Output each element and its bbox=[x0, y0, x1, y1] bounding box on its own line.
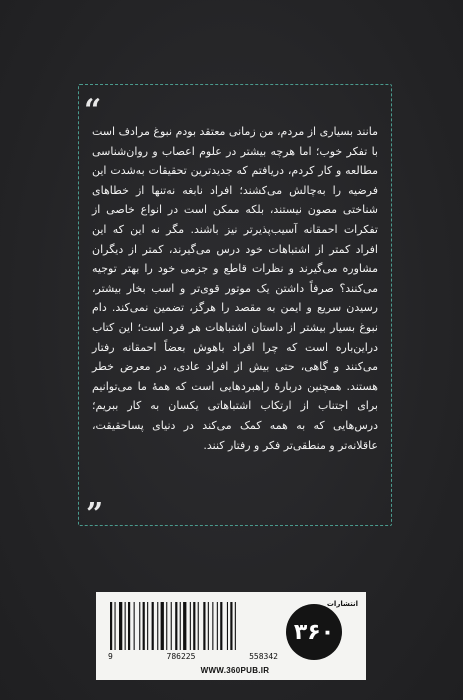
barcode-bar bbox=[139, 602, 140, 650]
barcode-bar bbox=[152, 602, 154, 650]
barcode-bar bbox=[110, 602, 112, 650]
barcode-bar bbox=[198, 602, 199, 650]
barcode-bar bbox=[147, 602, 148, 650]
blurb-paragraph: مانند بسیاری از مردم، من زمانی معتقد بودم نبوغ مرادف است با تفکر خوب؛ اما هرچه بیشتر در علوم اعصاب و روان‌شناسی مطالعه و کار کردم، دریافتم که جدیدترین تحقیقات به‌شدت این فرضیه را به‌چالش می‌کشند؛ افراد نابغه نه‌تنها از خطاهای شناختی مصون نیستند، بلکه ممکن است در انواع خاصی از تفکرات احمقانه آسیب‌پذیرتر نیز باشند. مگر نه این که این افراد کمتر از اشتباهات خود درس می‌گیرند، کمتر از دیگران مشاوره می‌گیرند و نظرات قاطع و جزمی خود را بهتر توجیه می‌کنند؟ صرفاً داشتن یک موتور قوی‌تر و اسب بخار بیشتر، رسیدن سریع و ایمن به مقصد را هرگز، تضمین نمی‌کند. دام نبوغ بسیار بیشتر از داستان اشتباهات هر فرد است؛ این کتاب دراین‌باره است که چرا افراد باهوش بعضاً احمقانه رفتار می‌کنند و گاهی، حتی بیش از افراد عادی، در معرض خطر هستند. همچنین دربارهٔ راهبردهایی است که همهٔ ما می‌توانیم برای اجتناب از ارتکاب اشتباهاتی یکسان به کار ببریم؛ درس‌هایی که به همه کمک می‌کند در دنیای پساحقیقت، عاقلانه‌تر و منطقی‌تر فکر و رفتار کنند. bbox=[92, 125, 378, 452]
isbn-digit-group: 786225 bbox=[166, 652, 196, 661]
isbn-barcode bbox=[108, 602, 278, 650]
logo-badge bbox=[286, 604, 342, 660]
barcode-bar bbox=[217, 602, 218, 650]
barcode-bar bbox=[180, 602, 181, 650]
barcode-bar bbox=[220, 602, 222, 650]
isbn-digit-group: 9 bbox=[108, 652, 113, 661]
barcode-bar bbox=[166, 602, 167, 650]
publisher-logo bbox=[286, 600, 358, 662]
barcode-bar bbox=[235, 602, 236, 650]
barcode-bar bbox=[203, 602, 205, 650]
barcode-bar bbox=[128, 602, 130, 650]
barcode-bar bbox=[143, 602, 145, 650]
barcode-bar bbox=[157, 602, 158, 650]
logo-number: ۳۶۰ bbox=[293, 619, 335, 645]
isbn-digit-group: 558342 bbox=[249, 652, 278, 661]
barcode-bar bbox=[171, 602, 172, 650]
barcode-bar bbox=[190, 602, 191, 650]
barcode-bar bbox=[193, 602, 195, 650]
opening-quote-mark: “ bbox=[84, 93, 102, 128]
barcode-bar bbox=[227, 602, 228, 650]
barcode-bar bbox=[125, 602, 126, 650]
closing-quote-mark: ” bbox=[86, 497, 104, 532]
isbn-digits bbox=[108, 652, 278, 661]
barcode-bar bbox=[161, 602, 164, 650]
barcode-bar bbox=[134, 602, 135, 650]
blurb-text bbox=[92, 122, 378, 455]
barcode-bar bbox=[208, 602, 209, 650]
barcode-bar bbox=[230, 602, 232, 650]
barcode-bar bbox=[119, 602, 122, 650]
publisher-website: WWW.360PUB.IR bbox=[200, 666, 270, 675]
barcode-bar bbox=[212, 602, 213, 650]
barcode-bar bbox=[183, 602, 186, 650]
barcode-bar bbox=[175, 602, 177, 650]
barcode-bar bbox=[115, 602, 116, 650]
logo-word: انتشارات bbox=[326, 600, 358, 608]
